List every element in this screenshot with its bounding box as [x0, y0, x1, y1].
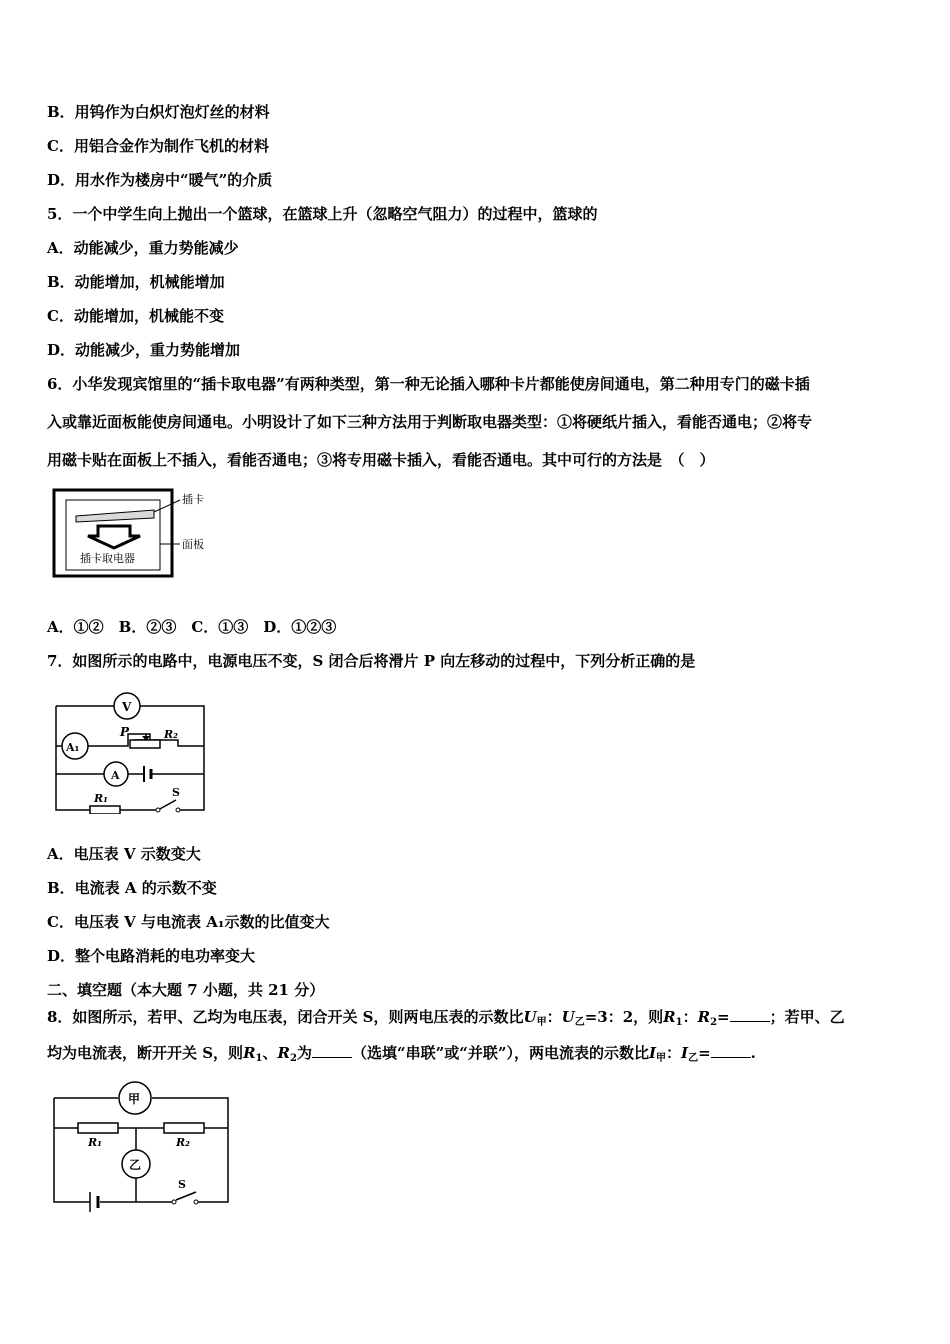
- device-label: 插卡取电器: [80, 552, 135, 565]
- q8-r1-label: R₁: [88, 1136, 102, 1149]
- q5-option-d: D．动能减少，重力势能增加: [47, 341, 241, 359]
- q8-switch-label: S: [178, 1178, 186, 1191]
- voltmeter-label: V: [122, 700, 132, 714]
- ammeter-label: A: [111, 769, 120, 782]
- panel-label: 面板: [182, 538, 204, 551]
- switch-label: S: [172, 786, 180, 799]
- q8-circuit-figure: [48, 1076, 238, 1216]
- answer-blank-1[interactable]: [730, 1007, 770, 1022]
- q6-stem-line1: 6．小华发现宾馆里的“插卡取电器”有两种类型，第一种无论插入哪种卡片都能使房间通电，第二种用专门的磁卡插: [47, 375, 810, 393]
- card-reader-figure: [48, 482, 228, 582]
- r2-label: R₂: [164, 728, 178, 741]
- r1-label: R₁: [94, 792, 108, 805]
- card-label: 插卡: [182, 493, 204, 506]
- q7-stem: 7．如图所示的电路中，电源电压不变，S 闭合后将滑片 P 向左移动的过程中，下列分析正确的是: [47, 652, 696, 670]
- q7-option-a: A．电压表 V 示数变大: [47, 845, 201, 863]
- q4-option-b: B．用钨作为白炽灯泡灯丝的材料: [47, 103, 270, 121]
- q4-option-d: D．用水作为楼房中“暖气”的介质: [47, 171, 273, 189]
- ammeter1-label: A₁: [66, 741, 80, 754]
- q8-r2-label: R₂: [176, 1136, 190, 1149]
- q5-option-b: B．动能增加，机械能增加: [47, 273, 225, 291]
- q6-options: A．①② B．②③ C．①③ D．①②③: [47, 618, 337, 636]
- answer-blank-3[interactable]: [711, 1043, 751, 1058]
- q4-option-c: C．用铝合金作为制作飞机的材料: [47, 137, 269, 155]
- q5-stem: 5．一个中学生向上抛出一个篮球，在篮球上升（忽略空气阻力）的过程中，篮球的: [47, 205, 598, 223]
- q5-option-c: C．动能增加，机械能不变: [47, 307, 224, 325]
- section2-heading: 二、填空题（本大题 7 小题，共 21 分）: [47, 981, 325, 999]
- q6-stem-line3: 用磁卡贴在面板上不插入，看能否通电；③将专用磁卡插入，看能否通电。其中可行的方法是 （ ）: [47, 451, 715, 469]
- q6-stem-line2: 入或靠近面板能使房间通电。小明设计了如下三种方法用于判断取电器类型：①将硬纸片插入，看能否通电；②将专: [47, 413, 813, 431]
- slider-label: P: [120, 725, 130, 739]
- q7-circuit-figure: [48, 684, 218, 814]
- q8-line1: 8．如图所示，若甲、乙均为电压表，闭合开关 S，则两电压表的示数比$U_甲$：$U_乙=3$：2，则$R_1$：$R_2=$ ；若甲、乙: [47, 1008, 845, 1028]
- q8-line2: 均为电流表，断开开关 S，则$R_1$、$R_2$为 （选填“串联”或“并联”），两电流表的示数比$I_甲$：$I_乙=$ .: [47, 1044, 756, 1064]
- q5-option-a: A．动能减少，重力势能减少: [47, 239, 239, 257]
- answer-blank-2[interactable]: [312, 1043, 352, 1058]
- q7-option-d: D．整个电路消耗的电功率变大: [47, 947, 256, 965]
- meter-yi-label: 乙: [129, 1158, 142, 1172]
- q7-option-c: C．电压表 V 与电流表 A₁示数的比值变大: [47, 913, 330, 931]
- q7-option-b: B．电流表 A 的示数不变: [47, 879, 217, 897]
- meter-jia-label: 甲: [128, 1092, 141, 1106]
